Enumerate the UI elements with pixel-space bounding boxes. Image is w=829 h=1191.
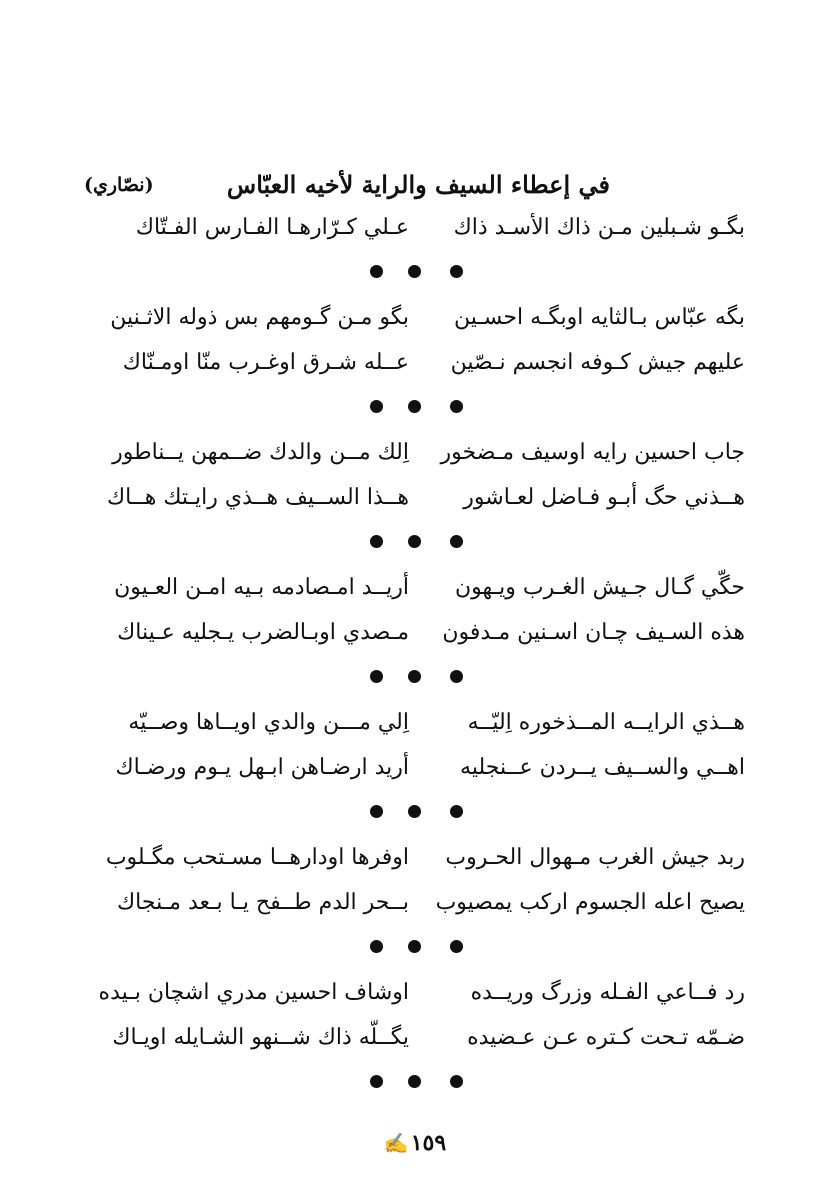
first-hemistich: هــذني حگ أبـو فـاضل لعـاشور [463,485,745,510]
separator-dot [408,805,421,818]
first-hemistich: بگـو شـبلين مـن ذاك الأسـد ذاك [453,215,745,240]
poem-meter: (نصّاري) [84,174,154,196]
separator-dot [370,670,383,683]
first-hemistich: هذه السـيف چـان اسـنين مـدفون [442,620,745,645]
second-hemistich: اِلي مـــن والدي اويــاها وصــيّه [128,710,409,735]
first-hemistich: ضـمّه تـحت كـتره عـن عـضيده [467,1025,745,1050]
separator-dot [370,400,383,413]
separator-dot [450,1075,463,1088]
separator-dot [408,265,421,278]
pen-icon: ✍ [383,1131,409,1155]
separator-dot [370,805,383,818]
second-hemistich: أريــد امـصادمه بـيه امـن العـيون [114,575,409,600]
second-hemistich: عــله شـرق اوغـرب منّا اومـنّاك [122,350,409,375]
verse-line [0,215,829,255]
verse-line [0,890,829,930]
separator-dot [370,265,383,278]
separator-dot [408,940,421,953]
verse-line [0,485,829,525]
verse-line [0,980,829,1020]
first-hemistich: عليهم جيش كـوفه انجسم نـصّين [450,350,745,375]
separator-dot [408,535,421,548]
separator-dot [450,940,463,953]
second-hemistich: مـصدي اوبـالضرب يـجليه عـيناك [117,620,409,645]
verse-line [0,1025,829,1065]
page-number-text: ١٥٩ [410,1130,447,1156]
first-hemistich: بگه عبّاس بـالثايه اوبگـه احسـين [453,305,745,330]
separator-dot [450,265,463,278]
second-hemistich: عـلي كـرّارهـا الفـارس الفـتّاك [135,215,409,240]
separator-dot [408,670,421,683]
second-hemistich: هــذا الســيف هــذي رايـتك هــاك [107,485,409,510]
second-hemistich: بگو مـن گـومهم بس ذوله الاثـنين [110,305,409,330]
second-hemistich: اوفرها اودارهــا مسـتحب مگـلوب [105,845,409,870]
separator-dot [450,400,463,413]
stanza-separator [0,940,829,960]
poem-title: في إعطاء السيف والراية لأخيه العبّاس [226,170,610,199]
stanza-separator [0,265,829,285]
second-hemistich: اوشاف احسين مدري اشچان بـيده [98,980,409,1005]
second-hemistich: يگــلّه ذاك شــنهو الشـايله اويـاك [112,1025,409,1050]
verse-line [0,710,829,750]
first-hemistich: حگّي گـال جـيش الغـرب ويـهون [455,575,745,600]
first-hemistich: يصيح اعله الجسوم اركب يمصيوب [435,890,745,915]
separator-dot [370,1075,383,1088]
separator-dot [450,670,463,683]
separator-dot [370,535,383,548]
stanza-separator [0,1075,829,1095]
verse-line [0,845,829,885]
verse-line [0,575,829,615]
verse-line [0,620,829,660]
separator-dot [450,535,463,548]
second-hemistich: اِلك مــن والدك ضــمهن يــناطور [112,440,409,465]
second-hemistich: بــحر الدم طــفح يـا بـعد مـنجاك [117,890,409,915]
verse-line [0,440,829,480]
separator-dot [408,400,421,413]
first-hemistich: اهــي والســيف يــردن عــنجليه [460,755,745,780]
first-hemistich: جاب احسين رايه اوسيف مـضخور [440,440,745,465]
separator-dot [408,1075,421,1088]
first-hemistich: رد فــاعي الفـله وزرگ وريــده [470,980,745,1005]
stanza-separator [0,400,829,420]
verse-line [0,755,829,795]
stanza-separator [0,805,829,825]
first-hemistich: هــذي الرايــه المــذخوره اِليّــه [467,710,745,735]
stanza-separator [0,535,829,555]
separator-dot [450,805,463,818]
second-hemistich: أريد ارضـاهن ابـهل يـوم ورضـاك [115,755,409,780]
first-hemistich: ربد جيش الغرب مـهوال الحـروب [445,845,745,870]
verse-line [0,305,829,345]
separator-dot [370,940,383,953]
page-number [340,1130,490,1156]
verse-line [0,350,829,390]
stanza-separator [0,670,829,690]
